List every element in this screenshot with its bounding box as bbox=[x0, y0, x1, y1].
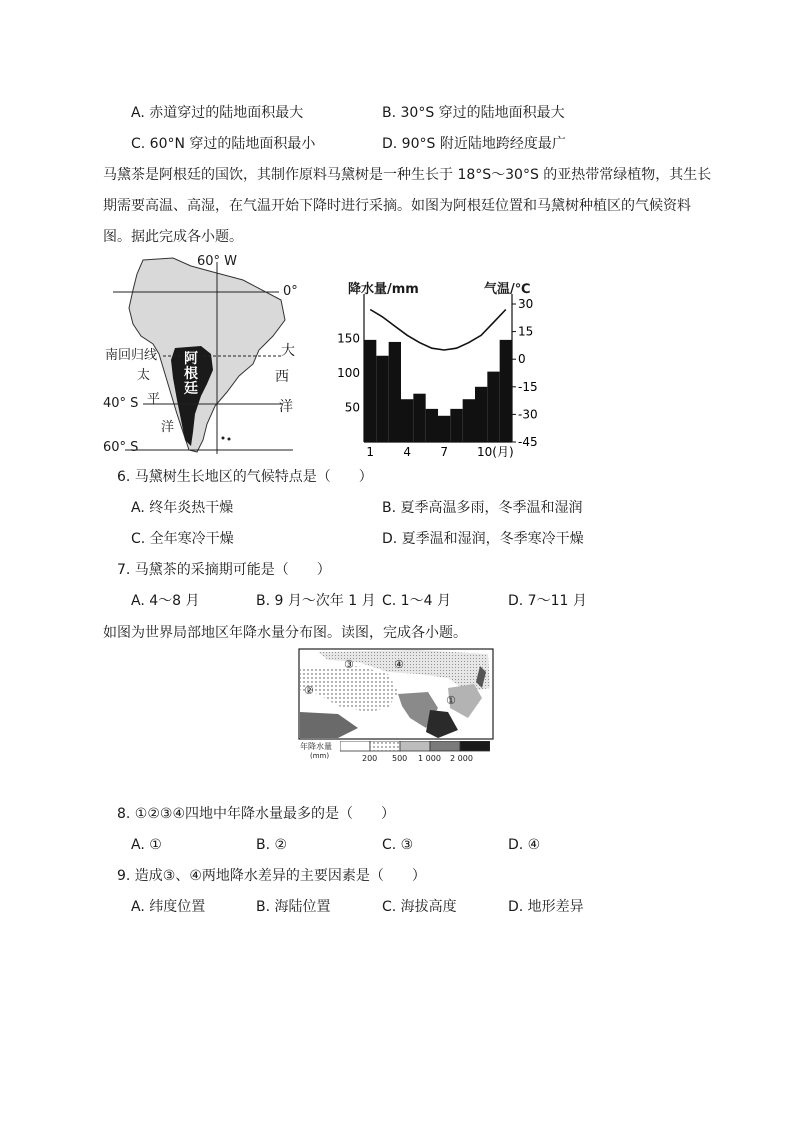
q8-option-a: A. ① bbox=[131, 837, 162, 853]
map1-lon-label: 60° W bbox=[197, 254, 238, 269]
precip-tick-50: 50 bbox=[344, 400, 360, 415]
precip-bar-12 bbox=[500, 340, 512, 442]
month-tick-3: 10(月) bbox=[477, 445, 514, 459]
passage1-line1: 马黛茶是阿根廷的国饮，其制作原料马黛树是一种生长于 18°S～30°S 的亚热带常绿植物，其生长 bbox=[103, 167, 712, 183]
marker-2: ② bbox=[304, 684, 314, 697]
temp-tick--45: -45 bbox=[518, 435, 538, 449]
legend-swatches bbox=[340, 741, 490, 753]
q5-option-a: A. 赤道穿过的陆地面积最大 bbox=[131, 105, 304, 121]
map1-pacific-2: 平 bbox=[147, 392, 161, 407]
q8-option-c: C. ③ bbox=[382, 837, 414, 853]
q7-option-d: D. 7～11 月 bbox=[508, 593, 587, 609]
map1-country-label: 阿根廷 bbox=[184, 351, 198, 397]
passage1-line3: 图。据此完成各小题。 bbox=[103, 229, 243, 245]
precip-tick-150: 150 bbox=[337, 331, 360, 346]
precip-bar-7 bbox=[438, 416, 450, 442]
precip-bar-11 bbox=[487, 372, 499, 442]
q6-option-a: A. 终年炎热干燥 bbox=[131, 500, 234, 516]
q7-option-b: B. 9 月～次年 1 月 bbox=[256, 593, 376, 609]
q8-option-d: D. ④ bbox=[508, 837, 541, 853]
precip-bar-3 bbox=[389, 342, 401, 442]
month-tick-0: 1 bbox=[366, 445, 374, 459]
temp-tick-0: 0 bbox=[518, 352, 526, 367]
temp-tick--30: -30 bbox=[518, 407, 538, 422]
month-tick-1: 4 bbox=[403, 445, 411, 459]
temp-tick--15: -15 bbox=[518, 379, 538, 394]
legend-value-500: 500 bbox=[392, 754, 408, 763]
legend-unit: (mm) bbox=[310, 752, 330, 760]
legend-value-2000: 2 000 bbox=[450, 754, 473, 763]
passage1-line2: 期需要高温、高湿，在气温开始下降时进行采摘。如图为阿根廷位置和马黛树种植区的气候资料 bbox=[103, 198, 691, 214]
temp-tick-15: 15 bbox=[518, 324, 534, 339]
q5-option-d: D. 90°S 附近陆地跨经度最广 bbox=[382, 136, 566, 152]
map1-lat40-label: 40° S bbox=[103, 396, 139, 411]
climate-chart-svg bbox=[336, 276, 552, 464]
q9-option-c: C. 海拔高度 bbox=[382, 899, 457, 915]
map1-tropic-label: 南回归线 bbox=[105, 348, 158, 363]
map1-pacific-3: 洋 bbox=[161, 420, 175, 435]
precipitation-map bbox=[298, 648, 494, 768]
q9-option-b: B. 海陆位置 bbox=[256, 899, 331, 915]
q9-option-d: D. 地形差异 bbox=[508, 899, 584, 915]
precip-bar-10 bbox=[475, 387, 487, 442]
precip-bar-1 bbox=[364, 340, 376, 442]
map1-atlantic-2: 西 bbox=[275, 369, 289, 385]
map1-atlantic-3: 洋 bbox=[279, 399, 293, 415]
temp-tick-30: 30 bbox=[518, 297, 534, 311]
precip-bar-2 bbox=[376, 356, 388, 442]
q7-option-c: C. 1～4 月 bbox=[382, 593, 451, 609]
precip-bar-5 bbox=[413, 394, 425, 442]
q6-option-b: B. 夏季高温多雨，冬季温和湿润 bbox=[382, 500, 583, 516]
month-tick-2: 7 bbox=[440, 445, 448, 459]
precip-bar-8 bbox=[450, 409, 462, 442]
legend-value-1000: 1 000 bbox=[418, 754, 441, 763]
q6-option-d: D. 夏季温和湿润，冬季寒冷干燥 bbox=[382, 531, 584, 547]
south-america-map bbox=[103, 254, 299, 458]
q6-option-c: C. 全年寒冷干燥 bbox=[131, 531, 234, 547]
marker-3: ③ bbox=[344, 658, 354, 671]
q9-stem: 9. 造成③、④两地降水差异的主要因素是（ ） bbox=[117, 868, 426, 884]
q6-stem: 6. 马黛树生长地区的气候特点是（ ） bbox=[117, 469, 373, 485]
temp-axis-title: 气温/℃ bbox=[484, 282, 531, 297]
map1-pacific-1: 太 bbox=[137, 368, 151, 383]
precip-tick-100: 100 bbox=[337, 366, 360, 380]
map1-lat60-label: 60° S bbox=[103, 440, 139, 455]
precip-bar-4 bbox=[401, 399, 413, 442]
q8-option-b: B. ② bbox=[256, 837, 288, 853]
q5-option-c: C. 60°N 穿过的陆地面积最小 bbox=[131, 136, 316, 152]
q7-option-a: A. 4～8 月 bbox=[131, 593, 200, 609]
marker-1: ① bbox=[446, 694, 456, 707]
precip-axis-title: 降水量/mm bbox=[348, 282, 419, 297]
precip-bar-9 bbox=[463, 399, 475, 442]
q9-option-a: A. 纬度位置 bbox=[131, 899, 206, 915]
marker-4: ④ bbox=[394, 658, 404, 671]
map1-equator-label: 0° bbox=[283, 284, 298, 299]
precip-bar-6 bbox=[426, 409, 438, 442]
q5-option-b: B. 30°S 穿过的陆地面积最大 bbox=[382, 105, 565, 121]
climate-chart bbox=[336, 276, 552, 464]
map1-atlantic-1: 大 bbox=[281, 343, 295, 359]
legend-value-200: 200 bbox=[362, 754, 378, 763]
passage2: 如图为世界局部地区年降水量分布图。读图，完成各小题。 bbox=[103, 625, 467, 641]
legend-title: 年降水量 bbox=[300, 742, 332, 751]
q7-stem: 7. 马黛茶的采摘期可能是（ ） bbox=[117, 562, 331, 578]
q8-stem: 8. ①②③④四地中年降水量最多的是（ ） bbox=[117, 806, 396, 822]
